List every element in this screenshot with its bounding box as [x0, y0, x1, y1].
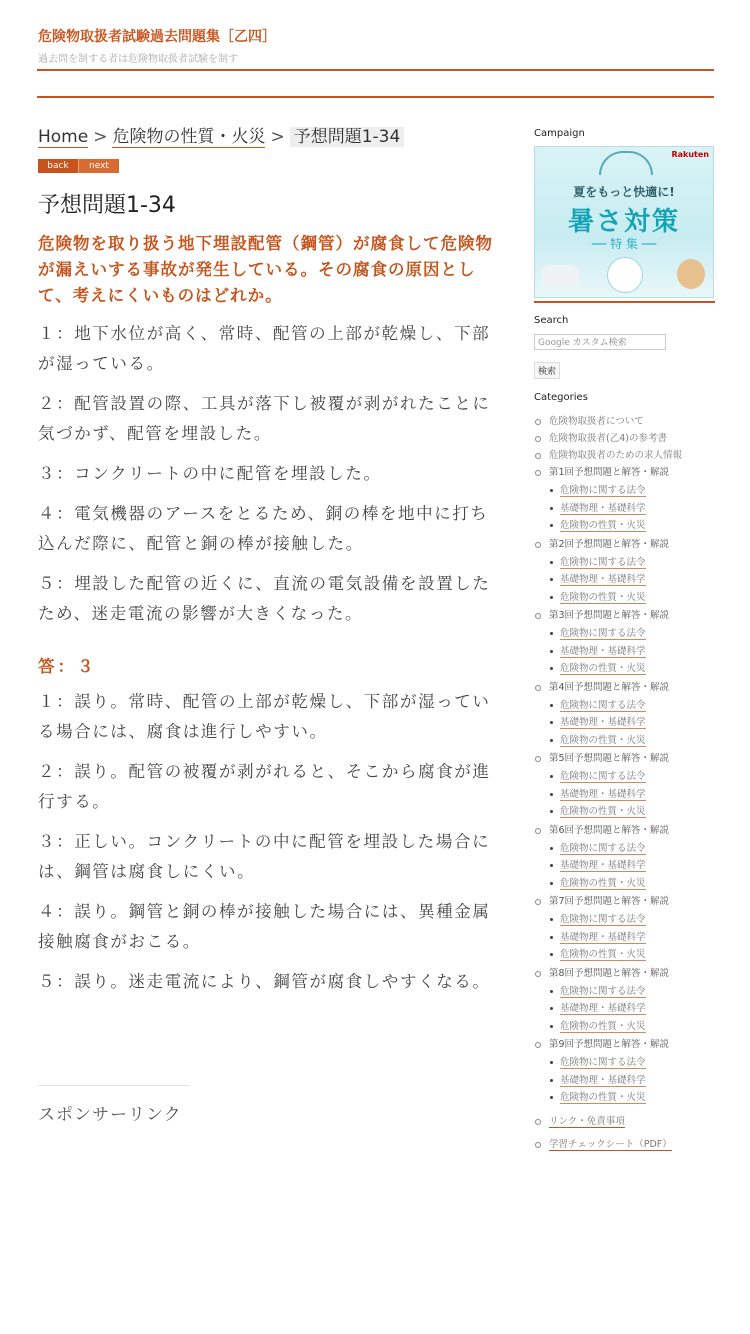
explanations-list [38, 687, 498, 997]
subcategory-label: 危険物に関する法令 [560, 485, 646, 496]
header-divider [37, 69, 714, 71]
subcategory-link[interactable] [549, 1000, 715, 1018]
post-pager [38, 159, 498, 173]
subcategory-label: 基礎物理・基礎科学 [560, 574, 646, 585]
categories-list [534, 413, 715, 1153]
bear-mascot-image [607, 257, 643, 293]
subcategory-label: 危険物の性質・火災 [560, 734, 646, 746]
subcategory-label: 危険物の性質・火災 [560, 949, 646, 960]
subcategory-label: 基礎物理・基礎科学 [560, 788, 646, 800]
subcategory-label: 基礎物理・基礎科学 [560, 717, 646, 728]
subcategory-link[interactable] [549, 983, 715, 1001]
options-list [38, 319, 498, 629]
sidebar-divider [534, 301, 715, 303]
explanation-item: ３：正しい。コンクリートの中に配管を埋設した場合には、鋼管は腐食しにくい。 [38, 832, 491, 881]
subcategory-link[interactable] [549, 1089, 715, 1107]
subcategory-link[interactable] [549, 714, 715, 732]
category-item[interactable] [534, 447, 715, 464]
category-label: 危険物取扱者について [549, 416, 644, 427]
subcategory-label: 危険物の性質・火災 [560, 520, 646, 531]
search-input[interactable] [534, 334, 666, 350]
subcategory-label: 危険物に関する法令 [560, 556, 646, 568]
breadcrumb-separator: > [270, 127, 285, 147]
subcategory-label: 危険物の性質・火災 [560, 663, 646, 674]
category-round[interactable] [534, 536, 715, 607]
subcategory-link[interactable] [549, 732, 715, 750]
breadcrumb-home-link[interactable]: Home [38, 127, 89, 147]
links-disclaimer-link[interactable] [534, 1113, 715, 1130]
subcategory-link[interactable] [549, 768, 715, 786]
pillow-image [541, 265, 579, 287]
subcategory-label: 基礎物理・基礎科学 [560, 860, 646, 871]
subcategory-link[interactable] [549, 946, 715, 964]
subcategory-label: 危険物の性質・火災 [560, 1092, 646, 1103]
breadcrumb [38, 124, 498, 150]
subcategory-label: 危険物の性質・火災 [560, 1020, 646, 1032]
subcategory-link[interactable] [549, 554, 715, 572]
breadcrumb-separator: > [93, 127, 108, 147]
round-label: 第1回予想問題と解答・解説 [549, 467, 670, 478]
sponsor-link-heading: スポンサーリンク [38, 1105, 182, 1125]
subcategory-link[interactable] [549, 660, 715, 678]
round-label: 第6回予想問題と解答・解説 [549, 824, 670, 836]
category-round[interactable] [534, 607, 715, 678]
subcategory-label: 危険物に関する法令 [560, 842, 646, 854]
explanation-item: ４：誤り。鋼管と銅の棒が接触した場合には、異種金属接触腐食がおこる。 [38, 902, 491, 951]
subcategory-label: 危険物の性質・火災 [560, 877, 646, 889]
banner-line2: 暑さ対策 [567, 207, 680, 237]
category-item[interactable] [534, 430, 715, 447]
subcategory-link[interactable] [549, 911, 715, 929]
main-content [38, 124, 498, 1125]
subcategory-link[interactable] [549, 840, 715, 858]
breadcrumb-category-link[interactable]: 危険物の性質・火災 [112, 127, 266, 147]
search-placeholder: カスタム検索 [572, 338, 627, 348]
round-label: 第3回予想問題と解答・解説 [549, 610, 670, 621]
subcategory-label: 危険物に関する法令 [560, 699, 646, 711]
google-logo: Google [538, 338, 570, 348]
round-label: 第5回予想問題と解答・解説 [549, 753, 670, 764]
option-item: ５：埋設した配管の近くに、直流の電気設備を設置したため、迷走電流の影響が大きくなった。 [38, 574, 491, 623]
subcategory-link[interactable] [549, 697, 715, 715]
category-item[interactable] [534, 413, 715, 430]
subcategory-label: 危険物の性質・火災 [560, 591, 646, 603]
sponsor-divider [38, 1085, 190, 1086]
subcategory-label: 危険物に関する法令 [560, 628, 646, 639]
subcategory-label: 基礎物理・基礎科学 [560, 502, 646, 514]
nav-divider [37, 96, 714, 98]
subcategory-link[interactable] [549, 1054, 715, 1072]
subcategory-label: 危険物に関する法令 [560, 771, 646, 782]
sidebar [534, 128, 715, 1153]
subcategory-link[interactable] [549, 517, 715, 535]
site-tagline: 過去問を制する者は危険物取扱者試験を制す [38, 54, 238, 65]
subcategory-link[interactable] [549, 1072, 715, 1090]
option-item: ３：コンクリートの中に配管を埋設した。 [38, 464, 382, 483]
subcategory-link[interactable] [549, 482, 715, 500]
search-button[interactable]: 検索 [534, 362, 560, 379]
category-round[interactable] [534, 750, 715, 821]
banner-line1: 夏をもっと快適に! [573, 185, 675, 199]
site-title[interactable]: 危険物取扱者試験過去問題集［乙四］ [38, 29, 276, 45]
subcategory-label: 危険物に関する法令 [560, 985, 646, 997]
breadcrumb-current: 予想問題1-34 [290, 127, 405, 147]
category-label: 危険物取扱者のための求人情報 [549, 450, 683, 461]
subcategory-label: 危険物に関する法令 [560, 914, 646, 925]
round-label: 第2回予想問題と解答・解説 [549, 538, 670, 550]
subcategory-label: 危険物の性質・火災 [560, 806, 646, 817]
page-title: 予想問題1-34 [38, 193, 176, 218]
search-heading: Search [534, 315, 569, 326]
explanation-item: １：誤り。常時、配管の上部が乾燥し、下部が湿っている場合には、腐食は進行しやすい。 [38, 692, 491, 741]
subcategory-label: 危険物に関する法令 [560, 1057, 646, 1068]
subcategory-label: 基礎物理・基礎科学 [560, 931, 646, 943]
option-item: ４：電気機器のアースをとるため、銅の棒を地中に打ち込んだ際に、配管と銅の棒が接触した。 [38, 504, 489, 553]
subcategory-link[interactable] [549, 875, 715, 893]
category-round[interactable] [534, 679, 715, 750]
subcategory-link[interactable] [549, 589, 715, 607]
round-label: 第8回予想問題と解答・解説 [549, 967, 670, 979]
subcategory-link[interactable] [549, 571, 715, 589]
subcategory-link[interactable] [549, 625, 715, 643]
category-round[interactable] [534, 965, 715, 1036]
question-text: 危険物を取り扱う地下埋設配管（鋼管）が腐食して危険物が漏えいする事故が発生している。その腐食の原因として、考えにくいものはどれか。 [38, 234, 493, 305]
link-label: リンク・免責事項 [549, 1115, 625, 1127]
subcategory-link[interactable] [549, 857, 715, 875]
next-button[interactable]: next [78, 159, 119, 173]
banner-line3: ── 特 集 ── [591, 237, 657, 251]
campaign-heading: Campaign [534, 128, 585, 139]
subcategory-link[interactable] [549, 1018, 715, 1036]
categories-heading: Categories [534, 392, 588, 403]
round-label: 第7回予想問題と解答・解説 [549, 896, 670, 907]
sun-icon [599, 151, 653, 175]
subcategory-label: 基礎物理・基礎科学 [560, 1003, 646, 1014]
explanation-item: ５：誤り。迷走電流により、鋼管が腐食しやすくなる。 [38, 972, 491, 991]
subcategory-label: 基礎物理・基礎科学 [560, 1074, 646, 1086]
answer-heading: 答：３ [38, 657, 97, 676]
subcategory-link[interactable] [549, 929, 715, 947]
subcategory-link[interactable] [549, 786, 715, 804]
explanation-item: ２：誤り。配管の被覆が剥がれると、そこから腐食が進行する。 [38, 762, 491, 811]
subcategory-label: 基礎物理・基礎科学 [560, 645, 646, 657]
rakuten-logo: Rakuten [671, 150, 709, 159]
link-label: 学習チェックシート（PDF） [549, 1138, 672, 1150]
round-label: 第9回予想問題と解答・解説 [549, 1039, 670, 1050]
option-item: ２：配管設置の際、工具が落下し被覆が剥がれたことに気づかず、配管を埋設した。 [38, 394, 491, 443]
subcategory-link[interactable] [549, 500, 715, 518]
study-checksheet-link[interactable] [534, 1136, 715, 1153]
category-round[interactable] [534, 822, 715, 893]
back-button[interactable]: back [38, 159, 78, 173]
category-round[interactable] [534, 893, 715, 964]
subcategory-link[interactable] [549, 643, 715, 661]
subcategory-link[interactable] [549, 803, 715, 821]
category-round[interactable] [534, 464, 715, 535]
round-label: 第4回予想問題と解答・解説 [549, 681, 670, 693]
category-label: 危険物取扱者(乙4)の参考書 [549, 433, 667, 444]
option-item: １：地下水位が高く、常時、配管の上部が乾燥し、下部が湿っている。 [38, 324, 491, 373]
dog-image [677, 259, 705, 289]
category-round[interactable] [534, 1036, 715, 1107]
campaign-banner[interactable] [534, 146, 714, 298]
